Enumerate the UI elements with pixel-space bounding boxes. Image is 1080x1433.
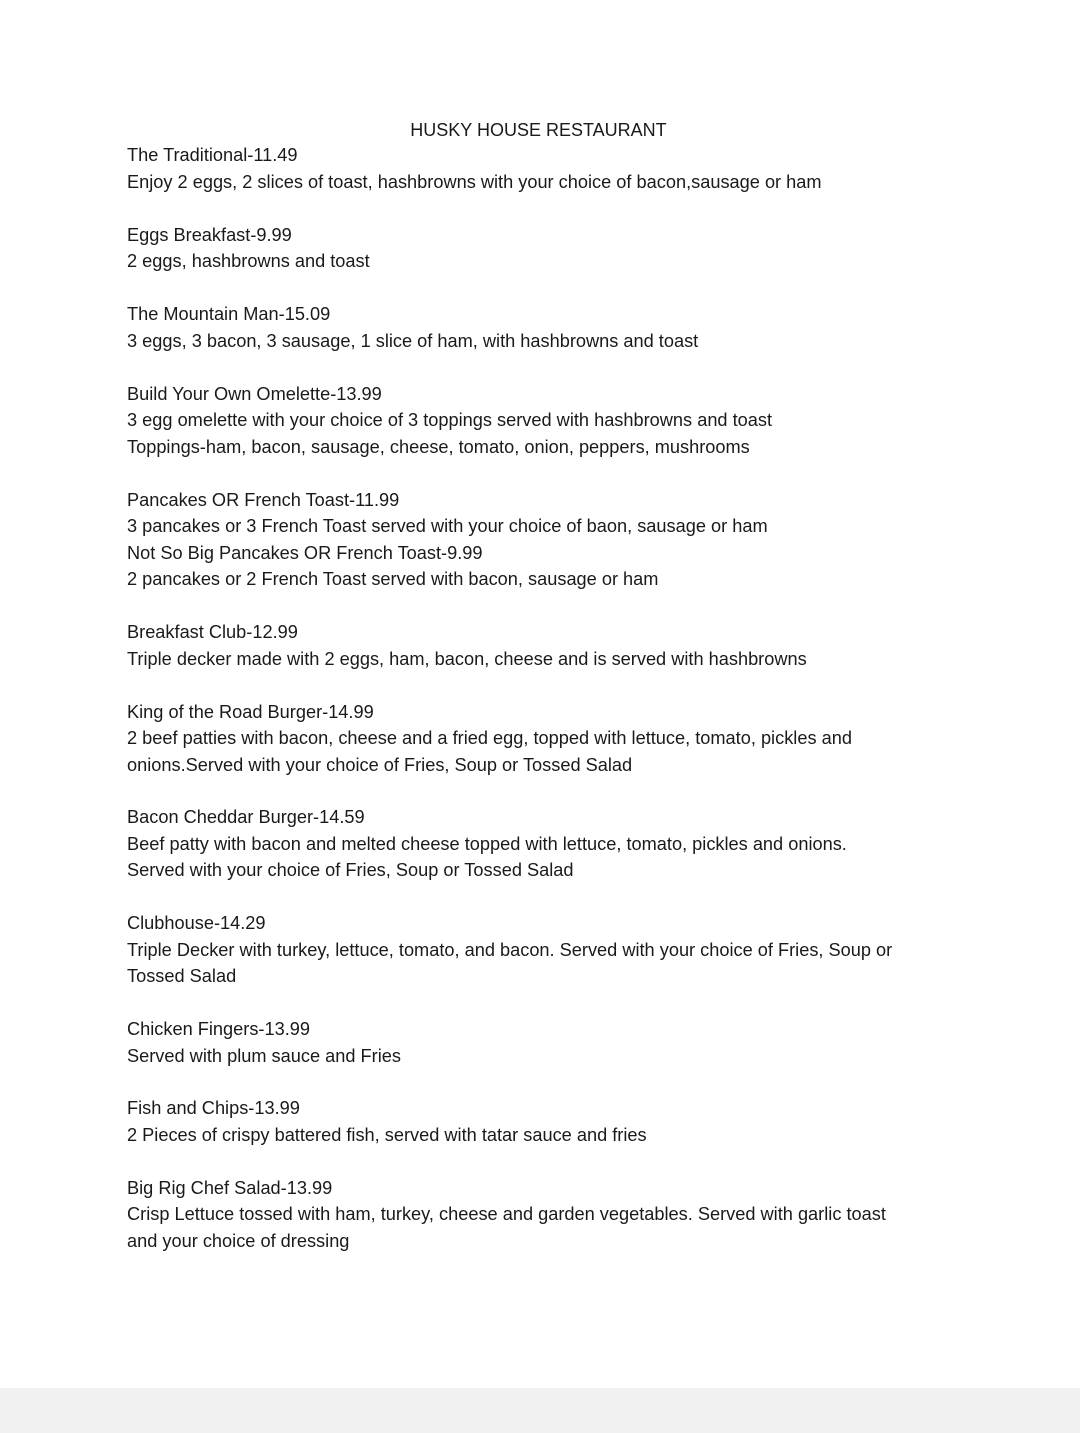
item-description-king-of-the-road-burger-cont: onions.Served with your choice of Fries, Soup or Tossed Salad: [127, 755, 633, 775]
item-description-build-your-own-omelette: 3 egg omelette with your choice of 3 toppings served with hashbrowns and toast: [127, 410, 773, 430]
item-name-clubhouse: Clubhouse-14.29: [127, 913, 266, 933]
item-description-not-so-big-pancakes: 2 pancakes or 2 French Toast served with bacon, sausage or ham: [127, 569, 659, 589]
item-description-pancakes-or-french-toast: 3 pancakes or 3 French Toast served with your choice of baon, sausage or ham: [127, 516, 768, 536]
item-description-bacon-cheddar-burger-cont: Served with your choice of Fries, Soup or Tossed Salad: [127, 860, 574, 880]
item-description-fish-and-chips: 2 Pieces of crispy battered fish, served with tatar sauce and fries: [127, 1125, 647, 1145]
item-description-clubhouse: Triple Decker with turkey, lettuce, tomato, and bacon. Served with your choice of Fries, Soup or: [127, 940, 893, 960]
item-name-king-of-the-road-burger: King of the Road Burger-14.99: [127, 702, 374, 722]
item-description-clubhouse-cont: Tossed Salad: [127, 966, 237, 986]
item-name-breakfast-club: Breakfast Club-12.99: [127, 622, 298, 642]
item-name-eggs-breakfast: Eggs Breakfast-9.99: [127, 225, 292, 245]
item-description-bacon-cheddar-burger: Beef patty with bacon and melted cheese topped with lettuce, tomato, pickles and onions.: [127, 834, 847, 854]
item-description-breakfast-club: Triple decker made with 2 eggs, ham, bacon, cheese and is served with hashbrowns: [127, 649, 807, 669]
item-name-the-traditional: The Traditional-11.49: [127, 145, 298, 165]
item-name-fish-and-chips: Fish and Chips-13.99: [127, 1098, 300, 1118]
item-description-big-rig-chef-salad-cont: and your choice of dressing: [127, 1231, 350, 1251]
item-description-big-rig-chef-salad: Crisp Lettuce tossed with ham, turkey, cheese and garden vegetables. Served with garlic toast: [127, 1204, 886, 1224]
item-description-the-mountain-man: 3 eggs, 3 bacon, 3 sausage, 1 slice of ham, with hashbrowns and toast: [127, 331, 699, 351]
item-name-chicken-fingers: Chicken Fingers-13.99: [127, 1019, 310, 1039]
item-name-not-so-big-pancakes: Not So Big Pancakes OR French Toast-9.99: [127, 543, 483, 563]
item-description-eggs-breakfast: 2 eggs, hashbrowns and toast: [127, 251, 370, 271]
item-description-king-of-the-road-burger: 2 beef patties with bacon, cheese and a fried egg, topped with lettuce, tomato, pickles and: [127, 728, 852, 748]
item-name-the-mountain-man: The Mountain Man-15.09: [127, 304, 331, 324]
menu-title: HUSKY HOUSE RESTAURANT: [410, 120, 667, 140]
item-name-build-your-own-omelette: Build Your Own Omelette-13.99: [127, 384, 382, 404]
item-toppings-build-your-own-omelette: Toppings-ham, bacon, sausage, cheese, tomato, onion, peppers, mushrooms: [127, 437, 750, 457]
item-description-chicken-fingers: Served with plum sauce and Fries: [127, 1046, 401, 1066]
item-name-bacon-cheddar-burger: Bacon Cheddar Burger-14.59: [127, 807, 365, 827]
item-name-pancakes-or-french-toast: Pancakes OR French Toast-11.99: [127, 490, 400, 510]
page-bottom-strip: [0, 1388, 1080, 1433]
item-name-big-rig-chef-salad: Big Rig Chef Salad-13.99: [127, 1178, 333, 1198]
item-description-the-traditional: Enjoy 2 eggs, 2 slices of toast, hashbrowns with your choice of bacon,sausage or ham: [127, 172, 822, 192]
